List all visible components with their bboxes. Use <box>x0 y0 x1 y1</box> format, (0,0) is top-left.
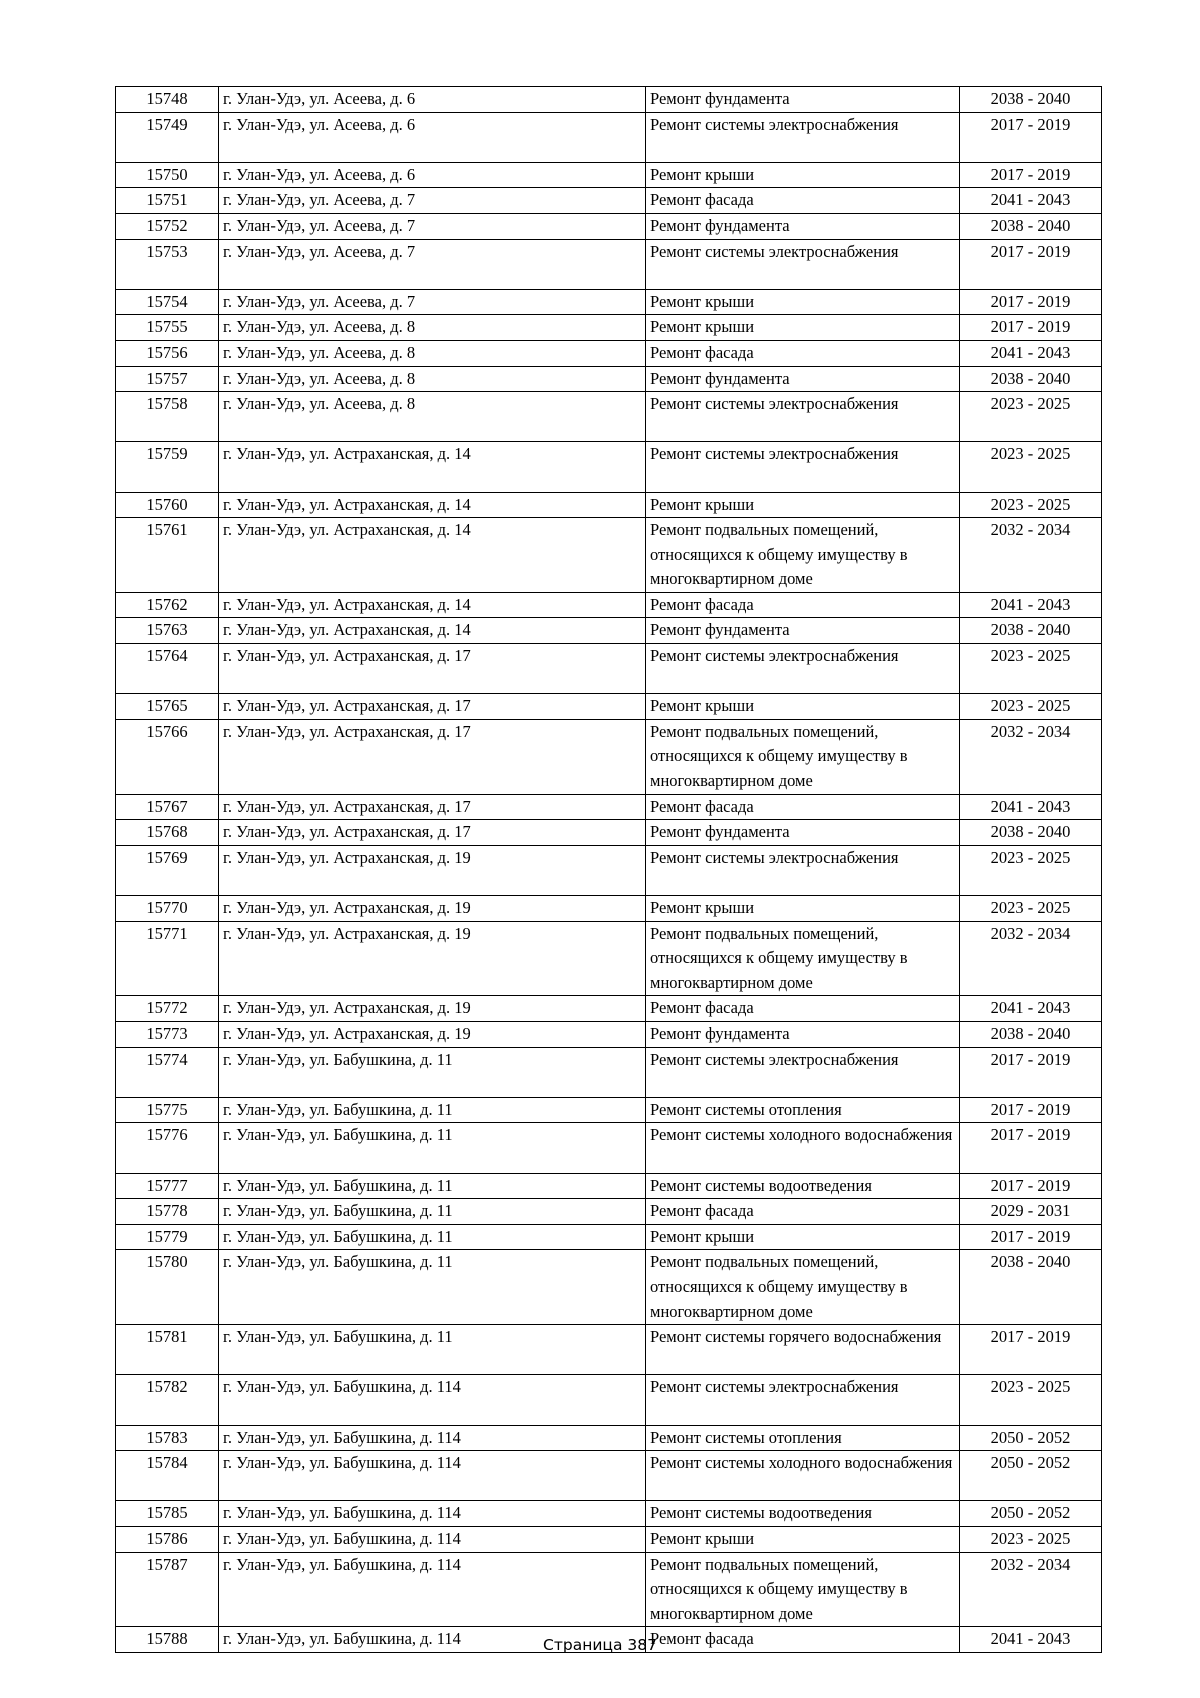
period-cell: 2017 - 2019 <box>960 289 1102 315</box>
table-row <box>116 694 1102 720</box>
row-number-cell: 15751 <box>116 188 219 214</box>
period-cell: 2017 - 2019 <box>960 1224 1102 1250</box>
period-cell: 2023 - 2025 <box>960 492 1102 518</box>
work-type-cell: Ремонт системы отопления <box>646 1425 960 1451</box>
address-cell: г. Улан-Удэ, ул. Бабушкина, д. 11 <box>219 1250 646 1325</box>
work-type-cell: Ремонт фасада <box>646 996 960 1022</box>
period-cell: 2017 - 2019 <box>960 1097 1102 1123</box>
period-cell: 2017 - 2019 <box>960 112 1102 162</box>
row-number-cell: 15775 <box>116 1097 219 1123</box>
address-cell: г. Улан-Удэ, ул. Астраханская, д. 19 <box>219 845 646 895</box>
address-cell: г. Улан-Удэ, ул. Асеева, д. 7 <box>219 289 646 315</box>
table-row <box>116 315 1102 341</box>
period-cell: 2017 - 2019 <box>960 1123 1102 1173</box>
table-row <box>116 1199 1102 1225</box>
address-cell: г. Улан-Удэ, ул. Астраханская, д. 19 <box>219 996 646 1022</box>
row-number-cell: 15762 <box>116 592 219 618</box>
period-cell: 2038 - 2040 <box>960 213 1102 239</box>
period-cell: 2023 - 2025 <box>960 644 1102 694</box>
period-cell: 2041 - 2043 <box>960 794 1102 820</box>
period-cell: 2017 - 2019 <box>960 315 1102 341</box>
table-row <box>116 1451 1102 1501</box>
row-number-cell: 15768 <box>116 820 219 846</box>
row-number-cell: 15757 <box>116 366 219 392</box>
address-cell: г. Улан-Удэ, ул. Асеева, д. 7 <box>219 213 646 239</box>
period-cell: 2023 - 2025 <box>960 1526 1102 1552</box>
table-row <box>116 1375 1102 1425</box>
work-type-cell: Ремонт системы горячего водоснабжения <box>646 1325 960 1375</box>
row-number-cell: 15752 <box>116 213 219 239</box>
address-cell: г. Улан-Удэ, ул. Астраханская, д. 17 <box>219 719 646 794</box>
row-number-cell: 15779 <box>116 1224 219 1250</box>
work-type-cell: Ремонт крыши <box>646 896 960 922</box>
table-row <box>116 820 1102 846</box>
table-row <box>116 1097 1102 1123</box>
period-cell: 2032 - 2034 <box>960 921 1102 996</box>
work-type-cell: Ремонт фасада <box>646 1199 960 1225</box>
period-cell: 2050 - 2052 <box>960 1425 1102 1451</box>
row-number-cell: 15776 <box>116 1123 219 1173</box>
work-type-cell: Ремонт крыши <box>646 1224 960 1250</box>
work-type-cell: Ремонт фундамента <box>646 87 960 113</box>
row-number-cell: 15780 <box>116 1250 219 1325</box>
address-cell: г. Улан-Удэ, ул. Асеева, д. 8 <box>219 340 646 366</box>
table-row <box>116 845 1102 895</box>
row-number-cell: 15788 <box>116 1627 219 1653</box>
work-type-cell: Ремонт крыши <box>646 315 960 341</box>
address-cell: г. Улан-Удэ, ул. Астраханская, д. 14 <box>219 518 646 593</box>
table-row <box>116 1047 1102 1097</box>
table-row <box>116 1123 1102 1173</box>
address-cell: г. Улан-Удэ, ул. Бабушкина, д. 11 <box>219 1173 646 1199</box>
address-cell: г. Улан-Удэ, ул. Астраханская, д. 19 <box>219 896 646 922</box>
row-number-cell: 15748 <box>116 87 219 113</box>
period-cell: 2017 - 2019 <box>960 162 1102 188</box>
row-number-cell: 15786 <box>116 1526 219 1552</box>
row-number-cell: 15784 <box>116 1451 219 1501</box>
period-cell: 2038 - 2040 <box>960 87 1102 113</box>
work-type-cell: Ремонт фундамента <box>646 618 960 644</box>
page-number: Страница 387 <box>543 1636 657 1654</box>
row-number-cell: 15771 <box>116 921 219 996</box>
address-cell: г. Улан-Удэ, ул. Астраханская, д. 19 <box>219 1022 646 1048</box>
row-number-cell: 15773 <box>116 1022 219 1048</box>
address-cell: г. Улан-Удэ, ул. Бабушкина, д. 11 <box>219 1123 646 1173</box>
row-number-cell: 15770 <box>116 896 219 922</box>
period-cell: 2023 - 2025 <box>960 1375 1102 1425</box>
work-type-cell: Ремонт подвальных помещений, относящихся к общему имуществу в многоквартирном доме <box>646 921 960 996</box>
period-cell: 2041 - 2043 <box>960 1627 1102 1653</box>
work-type-cell: Ремонт фундамента <box>646 366 960 392</box>
row-number-cell: 15764 <box>116 644 219 694</box>
period-cell: 2032 - 2034 <box>960 1552 1102 1627</box>
period-cell: 2038 - 2040 <box>960 1250 1102 1325</box>
repair-schedule-table <box>115 86 1102 1653</box>
row-number-cell: 15782 <box>116 1375 219 1425</box>
period-cell: 2050 - 2052 <box>960 1501 1102 1527</box>
period-cell: 2032 - 2034 <box>960 518 1102 593</box>
work-type-cell: Ремонт системы электроснабжения <box>646 392 960 442</box>
work-type-cell: Ремонт фасада <box>646 188 960 214</box>
work-type-cell: Ремонт подвальных помещений, относящихся к общему имуществу в многоквартирном доме <box>646 1250 960 1325</box>
address-cell: г. Улан-Удэ, ул. Бабушкина, д. 11 <box>219 1097 646 1123</box>
row-number-cell: 15766 <box>116 719 219 794</box>
row-number-cell: 15772 <box>116 996 219 1022</box>
address-cell: г. Улан-Удэ, ул. Астраханская, д. 17 <box>219 694 646 720</box>
table-row <box>116 794 1102 820</box>
period-cell: 2041 - 2043 <box>960 188 1102 214</box>
table-row <box>116 1325 1102 1375</box>
address-cell: г. Улан-Удэ, ул. Бабушкина, д. 11 <box>219 1224 646 1250</box>
row-number-cell: 15760 <box>116 492 219 518</box>
row-number-cell: 15778 <box>116 1199 219 1225</box>
period-cell: 2017 - 2019 <box>960 239 1102 289</box>
address-cell: г. Улан-Удэ, ул. Астраханская, д. 17 <box>219 794 646 820</box>
period-cell: 2017 - 2019 <box>960 1325 1102 1375</box>
table-row <box>116 492 1102 518</box>
period-cell: 2029 - 2031 <box>960 1199 1102 1225</box>
address-cell: г. Улан-Удэ, ул. Асеева, д. 7 <box>219 188 646 214</box>
work-type-cell: Ремонт системы водоотведения <box>646 1501 960 1527</box>
address-cell: г. Улан-Удэ, ул. Астраханская, д. 14 <box>219 492 646 518</box>
table-row <box>116 618 1102 644</box>
period-cell: 2023 - 2025 <box>960 392 1102 442</box>
work-type-cell: Ремонт фасада <box>646 340 960 366</box>
work-type-cell: Ремонт системы электроснабжения <box>646 644 960 694</box>
address-cell: г. Улан-Удэ, ул. Бабушкина, д. 11 <box>219 1047 646 1097</box>
work-type-cell: Ремонт фасада <box>646 794 960 820</box>
row-number-cell: 15758 <box>116 392 219 442</box>
table-row <box>116 442 1102 492</box>
period-cell: 2038 - 2040 <box>960 366 1102 392</box>
work-type-cell: Ремонт фасада <box>646 592 960 618</box>
work-type-cell: Ремонт фасада <box>646 1627 960 1653</box>
table-row <box>116 1224 1102 1250</box>
work-type-cell: Ремонт фундамента <box>646 213 960 239</box>
table-row <box>116 592 1102 618</box>
work-type-cell: Ремонт системы электроснабжения <box>646 1047 960 1097</box>
row-number-cell: 15781 <box>116 1325 219 1375</box>
address-cell: г. Улан-Удэ, ул. Бабушкина, д. 114 <box>219 1451 646 1501</box>
period-cell: 2017 - 2019 <box>960 1173 1102 1199</box>
row-number-cell: 15774 <box>116 1047 219 1097</box>
period-cell: 2023 - 2025 <box>960 442 1102 492</box>
work-type-cell: Ремонт крыши <box>646 492 960 518</box>
row-number-cell: 15769 <box>116 845 219 895</box>
row-number-cell: 15755 <box>116 315 219 341</box>
period-cell: 2041 - 2043 <box>960 996 1102 1022</box>
address-cell: г. Улан-Удэ, ул. Асеева, д. 6 <box>219 162 646 188</box>
row-number-cell: 15749 <box>116 112 219 162</box>
table-row <box>116 1250 1102 1325</box>
table-row <box>116 87 1102 113</box>
work-type-cell: Ремонт системы электроснабжения <box>646 1375 960 1425</box>
table-row <box>116 1173 1102 1199</box>
address-cell: г. Улан-Удэ, ул. Астраханская, д. 19 <box>219 921 646 996</box>
row-number-cell: 15753 <box>116 239 219 289</box>
table-row <box>116 1501 1102 1527</box>
period-cell: 2038 - 2040 <box>960 1022 1102 1048</box>
row-number-cell: 15785 <box>116 1501 219 1527</box>
work-type-cell: Ремонт крыши <box>646 694 960 720</box>
address-cell: г. Улан-Удэ, ул. Бабушкина, д. 114 <box>219 1501 646 1527</box>
table-row <box>116 518 1102 593</box>
address-cell: г. Улан-Удэ, ул. Бабушкина, д. 11 <box>219 1199 646 1225</box>
table-body <box>116 87 1102 1653</box>
row-number-cell: 15763 <box>116 618 219 644</box>
address-cell: г. Улан-Удэ, ул. Бабушкина, д. 114 <box>219 1627 646 1653</box>
work-type-cell: Ремонт крыши <box>646 162 960 188</box>
period-cell: 2023 - 2025 <box>960 845 1102 895</box>
work-type-cell: Ремонт системы холодного водоснабжения <box>646 1123 960 1173</box>
row-number-cell: 15767 <box>116 794 219 820</box>
period-cell: 2023 - 2025 <box>960 896 1102 922</box>
work-type-cell: Ремонт подвальных помещений, относящихся к общему имуществу в многоквартирном доме <box>646 1552 960 1627</box>
period-cell: 2023 - 2025 <box>960 694 1102 720</box>
table-row <box>116 112 1102 162</box>
address-cell: г. Улан-Удэ, ул. Бабушкина, д. 114 <box>219 1552 646 1627</box>
table-row <box>116 239 1102 289</box>
period-cell: 2038 - 2040 <box>960 820 1102 846</box>
table-row <box>116 1526 1102 1552</box>
work-type-cell: Ремонт подвальных помещений, относящихся к общему имуществу в многоквартирном доме <box>646 719 960 794</box>
address-cell: г. Улан-Удэ, ул. Астраханская, д. 14 <box>219 592 646 618</box>
address-cell: г. Улан-Удэ, ул. Асеева, д. 8 <box>219 366 646 392</box>
row-number-cell: 15777 <box>116 1173 219 1199</box>
table-row <box>116 921 1102 996</box>
row-number-cell: 15754 <box>116 289 219 315</box>
work-type-cell: Ремонт крыши <box>646 1526 960 1552</box>
address-cell: г. Улан-Удэ, ул. Асеева, д. 8 <box>219 315 646 341</box>
address-cell: г. Улан-Удэ, ул. Астраханская, д. 14 <box>219 618 646 644</box>
table-row <box>116 188 1102 214</box>
work-type-cell: Ремонт системы электроснабжения <box>646 239 960 289</box>
period-cell: 2017 - 2019 <box>960 1047 1102 1097</box>
table-row <box>116 1552 1102 1627</box>
work-type-cell: Ремонт фундамента <box>646 1022 960 1048</box>
work-type-cell: Ремонт системы отопления <box>646 1097 960 1123</box>
work-type-cell: Ремонт системы водоотведения <box>646 1173 960 1199</box>
address-cell: г. Улан-Удэ, ул. Бабушкина, д. 11 <box>219 1325 646 1375</box>
row-number-cell: 15761 <box>116 518 219 593</box>
table-row <box>116 719 1102 794</box>
address-cell: г. Улан-Удэ, ул. Асеева, д. 8 <box>219 392 646 442</box>
work-type-cell: Ремонт системы электроснабжения <box>646 442 960 492</box>
row-number-cell: 15756 <box>116 340 219 366</box>
address-cell: г. Улан-Удэ, ул. Асеева, д. 7 <box>219 239 646 289</box>
table-row <box>116 289 1102 315</box>
table-row <box>116 162 1102 188</box>
address-cell: г. Улан-Удэ, ул. Астраханская, д. 17 <box>219 820 646 846</box>
address-cell: г. Улан-Удэ, ул. Асеева, д. 6 <box>219 112 646 162</box>
work-type-cell: Ремонт системы холодного водоснабжения <box>646 1451 960 1501</box>
address-cell: г. Улан-Удэ, ул. Бабушкина, д. 114 <box>219 1375 646 1425</box>
row-number-cell: 15759 <box>116 442 219 492</box>
work-type-cell: Ремонт системы электроснабжения <box>646 112 960 162</box>
row-number-cell: 15750 <box>116 162 219 188</box>
table-row <box>116 366 1102 392</box>
address-cell: г. Улан-Удэ, ул. Астраханская, д. 14 <box>219 442 646 492</box>
table-row <box>116 996 1102 1022</box>
table-row <box>116 1022 1102 1048</box>
table-row <box>116 1425 1102 1451</box>
period-cell: 2041 - 2043 <box>960 592 1102 618</box>
table-row <box>116 644 1102 694</box>
address-cell: г. Улан-Удэ, ул. Асеева, д. 6 <box>219 87 646 113</box>
work-type-cell: Ремонт крыши <box>646 289 960 315</box>
period-cell: 2050 - 2052 <box>960 1451 1102 1501</box>
work-type-cell: Ремонт системы электроснабжения <box>646 845 960 895</box>
table-row <box>116 392 1102 442</box>
table-row <box>116 340 1102 366</box>
period-cell: 2038 - 2040 <box>960 618 1102 644</box>
work-type-cell: Ремонт фундамента <box>646 820 960 846</box>
work-type-cell: Ремонт подвальных помещений, относящихся к общему имуществу в многоквартирном доме <box>646 518 960 593</box>
row-number-cell: 15787 <box>116 1552 219 1627</box>
address-cell: г. Улан-Удэ, ул. Бабушкина, д. 114 <box>219 1425 646 1451</box>
address-cell: г. Улан-Удэ, ул. Бабушкина, д. 114 <box>219 1526 646 1552</box>
period-cell: 2032 - 2034 <box>960 719 1102 794</box>
table-row <box>116 896 1102 922</box>
period-cell: 2041 - 2043 <box>960 340 1102 366</box>
row-number-cell: 15765 <box>116 694 219 720</box>
row-number-cell: 15783 <box>116 1425 219 1451</box>
address-cell: г. Улан-Удэ, ул. Астраханская, д. 17 <box>219 644 646 694</box>
table-row <box>116 213 1102 239</box>
